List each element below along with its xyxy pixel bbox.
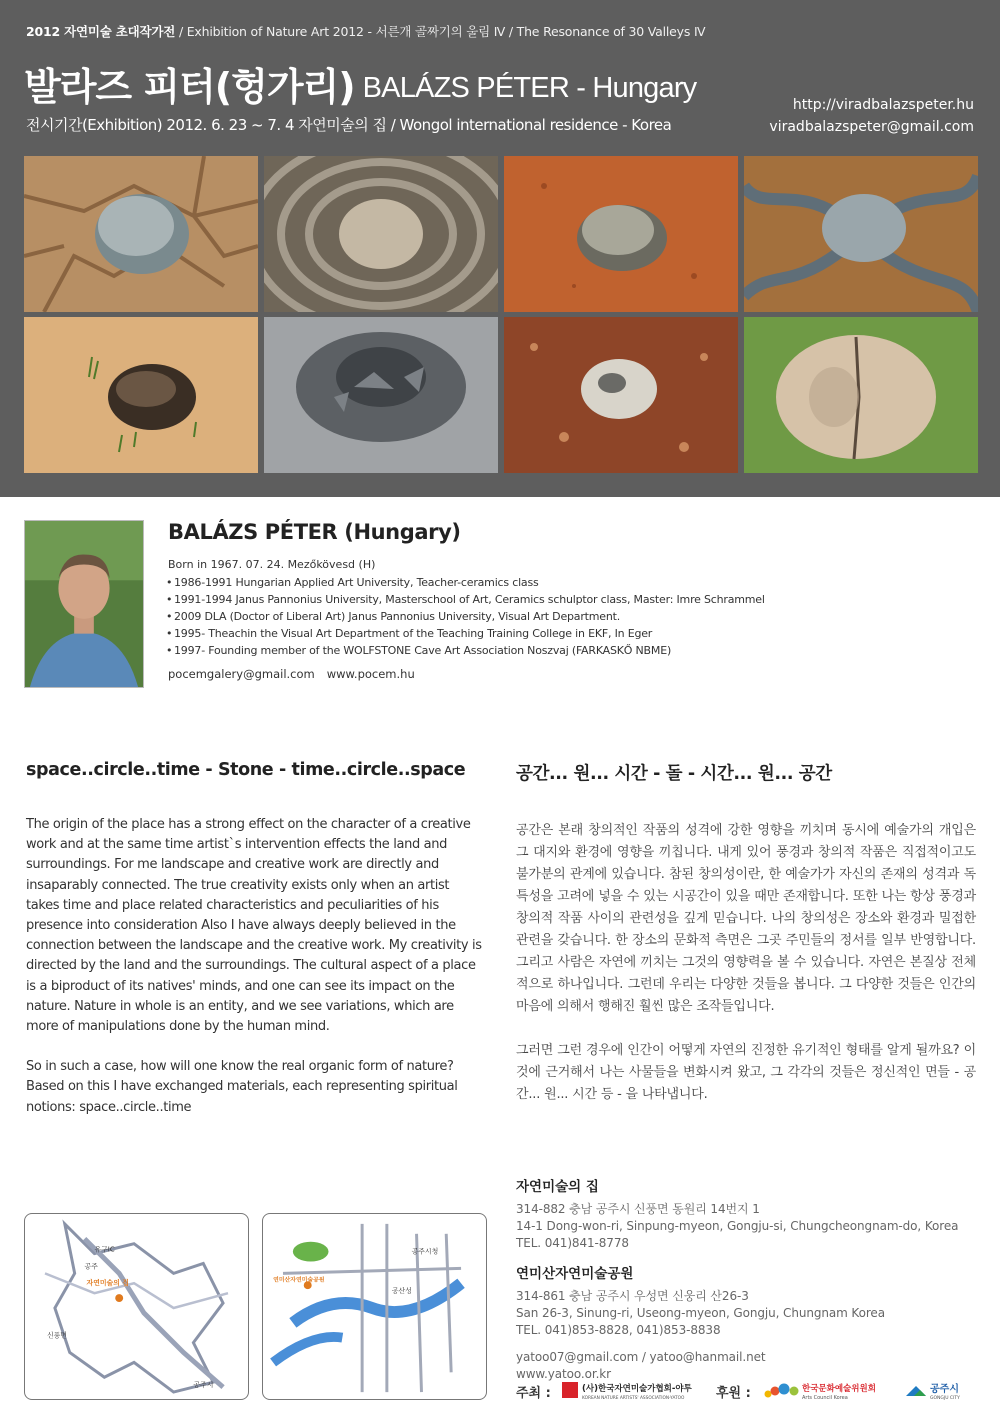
location-map-nature-art-park <box>262 1213 487 1400</box>
artist-title <box>24 56 696 111</box>
artist-links <box>769 94 974 138</box>
exhibition-period: 전시기간(Exhibition) 2012. 6. 23 ~ 7. 4 자연미술의 집 / Wongol international residence - Korea <box>26 116 672 134</box>
artist-title-en: BALÁZS PÉTER - Hungary <box>362 72 697 104</box>
sponsor-bar <box>516 1378 986 1404</box>
bio-email-link[interactable]: pocemgalery@gmail.com <box>168 667 315 681</box>
host-name: (사)한국자연미술가협회-야투 <box>582 1384 692 1394</box>
statement-ko-paragraph-1: 공간은 본래 창의적인 작품의 성격에 강한 영향을 끼치며 동시에 예술가의 개입은 그 대지와 환경에 영향을 끼칩니다. 내게 있어 풍경과 창의적 작품은 직접적이고도 불가분의 관계에 있습니다. 참된 창의성이란, 한 예술가가 자신의 존재의 성격과 독특성을 고려에 넣을 수 있는 시공간이 있을 때만 존재합니다. 또한 나는 항상 풍경과 창의적 작품 사이의 관련성을 깊게 믿습니다. 나의 창의성은 장소와 환경과 밀접한 관련을 갖습니다. 한 장소의 문화적 측면은 그곳 주민들의 정서를 일부 반영합니다. 그리고 사람은 자연에 끼치는 그것의 영향력을 볼 수 있습니다. 자연은 본질상 전체적으로 하나입니다. 그런데 우리는 다양한 것들을 봅니다. 그 다양한 것들은 인간의 마음에 의해서 행해진 훨씬 많은 조작들입니다. <box>516 823 976 1014</box>
statement-korean <box>516 760 976 1106</box>
bio-item: • 1991-1994 Janus Pannonius University, Masterschool of Art, Ceramics schulptor class, Master: Imre Schrammel <box>168 591 968 608</box>
support-label: 후원 : <box>716 1386 751 1401</box>
artist-title-ko: 발라즈 피터(헝가리) <box>24 65 355 109</box>
venue-address-line: 314-861 충남 공주시 우성면 신웅리 산26-3 <box>516 1289 749 1303</box>
gongju-city-logo <box>904 1380 984 1406</box>
bio-item: • 2009 DLA (Doctor of Liberal Art) Janus Pannonius University, Visual Art Department. <box>168 608 968 625</box>
statement-en-paragraph-1: The origin of the place has a strong effect on the character of a creative work and at the same time artist`s intervention effects the land and surroundings. For me landscape and creative work are directly and insaparably connected. The true creativity exists only when an artist takes time and place related characteristics and peculiarities of his presence into consideration Also I have always deeply believed in the connection between the landscape and the creative work. My creativity is directed by the land and the surroundings. The cultural aspect of a place is a biproduct of its natives' minds, and one can see its impact on the nature. Nature in whole is an entity, and we see variations, which are more of manipulations done by the human mind. <box>26 817 482 1035</box>
gongju-city-name: 공주시 <box>930 1384 959 1395</box>
bio-list <box>168 574 968 659</box>
venue-phone: TEL. 041)841-8778 <box>516 1236 629 1250</box>
arts-council-logo <box>762 1380 902 1406</box>
artist-email-link[interactable]: viradbalazspeter@gmail.com <box>769 119 974 135</box>
map1-label: 공주 <box>84 1262 98 1271</box>
venue-address-line: 14-1 Dong-won-ri, Sinpung-myeon, Gongju-si, Chungcheongnam-do, Korea <box>516 1219 959 1233</box>
photo-stone-with-spiral-grooves <box>744 156 978 312</box>
statement-ko-paragraph-2: 그러면 그런 경우에 인간이 어떻게 자연의 진정한 유기적인 형태를 알게 될까요? 이것에 근거해서 나는 사물들을 변화시켜 왔고, 그 각각의 것들은 정신적인 면들 - 공간... 원... 시간 등 - 을 나타냅니다. <box>516 1043 976 1102</box>
photo-stone-in-concentric-circles <box>264 156 498 312</box>
photo-white-stone-on-pebbles <box>504 317 738 473</box>
map2-label: 공산성 <box>391 1287 412 1296</box>
organizer-emails[interactable]: yatoo07@gmail.com / yatoo@hanmail.net <box>516 1350 766 1364</box>
gongju-city-name-sub: GONGJU CITY <box>930 1396 960 1401</box>
organizer-website[interactable]: www.yatoo.or.kr <box>516 1367 611 1381</box>
bio-item: • 1997- Founding member of the WOLFSTONE Cave Art Association Noszvaj (FARKASKŐ NBME) <box>168 642 968 659</box>
venue-block <box>516 1262 986 1339</box>
venue-address-line: 314-882 충남 공주시 신풍면 동원리 14번지 1 <box>516 1202 760 1216</box>
bio-item: • 1986-1991 Hungarian Applied Art University, Teacher-ceramics class <box>168 574 968 591</box>
bio-contact <box>168 667 968 681</box>
map1-label: 신풍면 <box>46 1331 67 1340</box>
bio-born: Born in 1967. 07. 24. Mezőkövesd (H) <box>168 558 376 571</box>
map2-label: 공주시청 <box>411 1247 439 1256</box>
host-logo <box>562 1380 698 1406</box>
artwork-gallery <box>24 156 977 473</box>
map1-label: 공주시 <box>193 1381 214 1390</box>
bio-web-link[interactable]: www.pocem.hu <box>326 667 415 681</box>
photo-stone-on-cracked-earth <box>24 156 258 312</box>
series-title-rest: / Exhibition of Nature Art 2012 - 서른개 골짜기의 울림 Ⅳ / The Resonance of 30 Valleys Ⅳ <box>175 24 706 39</box>
venue-name: 자연미술의 집 <box>516 1179 599 1195</box>
venue-name: 연미산자연미술공원 <box>516 1266 634 1282</box>
arts-council-dot-icon <box>771 1387 780 1396</box>
artist-bio <box>168 520 968 681</box>
artist-website-link[interactable]: http://viradbalazspeter.hu <box>792 97 974 113</box>
photo-dark-stone-on-sand-with-sprouts <box>24 317 258 473</box>
artist-portrait-photo <box>24 520 144 688</box>
arts-council-name: 한국문화예술위원회 <box>802 1384 876 1394</box>
bio-name: BALÁZS PÉTER (Hungary) <box>168 520 461 544</box>
photo-stone-on-red-clay <box>504 156 738 312</box>
map1-label: 자연미술의 집 <box>86 1279 129 1288</box>
exhibition-series-line <box>26 22 705 40</box>
photo-pile-of-stone-shards <box>264 317 498 473</box>
arts-council-dot-icon <box>790 1387 799 1396</box>
host-logo-icon <box>562 1382 578 1398</box>
series-title-ko: 2012 자연미술 초대작가전 <box>26 24 176 39</box>
map1-label: 유구IC <box>94 1245 115 1254</box>
header-band <box>0 0 1000 497</box>
venue-address-line: San 26-3, Sinung-ri, Useong-myeon, Gongju, Chungnam Korea <box>516 1306 885 1320</box>
venue-addresses <box>516 1175 986 1383</box>
host-name-sub: KOREAN NATURE ARTISTS' ASSOCIATION-YATOO <box>582 1396 685 1401</box>
photo-split-stone-on-grass <box>744 317 978 473</box>
host-label: 주최 : <box>516 1386 551 1401</box>
statement-ko-heading: 공간... 원... 시간 - 돌 - 시간... 원... 공간 <box>516 764 832 784</box>
arts-council-dot-icon <box>765 1391 772 1398</box>
map2-label: 연미산자연미술공원 <box>273 1276 325 1284</box>
statement-english <box>26 760 486 1118</box>
map2-label: 금강 <box>332 1316 346 1325</box>
location-map-nature-art-house <box>24 1213 249 1400</box>
arts-council-dot-icon <box>779 1384 790 1395</box>
venue-block <box>516 1175 986 1252</box>
statement-en-heading: space..circle..time - Stone - time..circle..space <box>26 760 466 780</box>
statement-en-paragraph-2: So in such a case, how will one know the real organic form of nature? Based on this I have exchanged materials, each representing spiritual notions: space..circle..time <box>26 1059 458 1115</box>
bio-item: • 1995- Theachin the Visual Art Department of the Teaching Training College in EKF, In Eger <box>168 625 968 642</box>
venue-phone: TEL. 041)853-8828, 041)853-8838 <box>516 1323 721 1337</box>
arts-council-name-sub: Arts Council Korea <box>802 1395 848 1401</box>
